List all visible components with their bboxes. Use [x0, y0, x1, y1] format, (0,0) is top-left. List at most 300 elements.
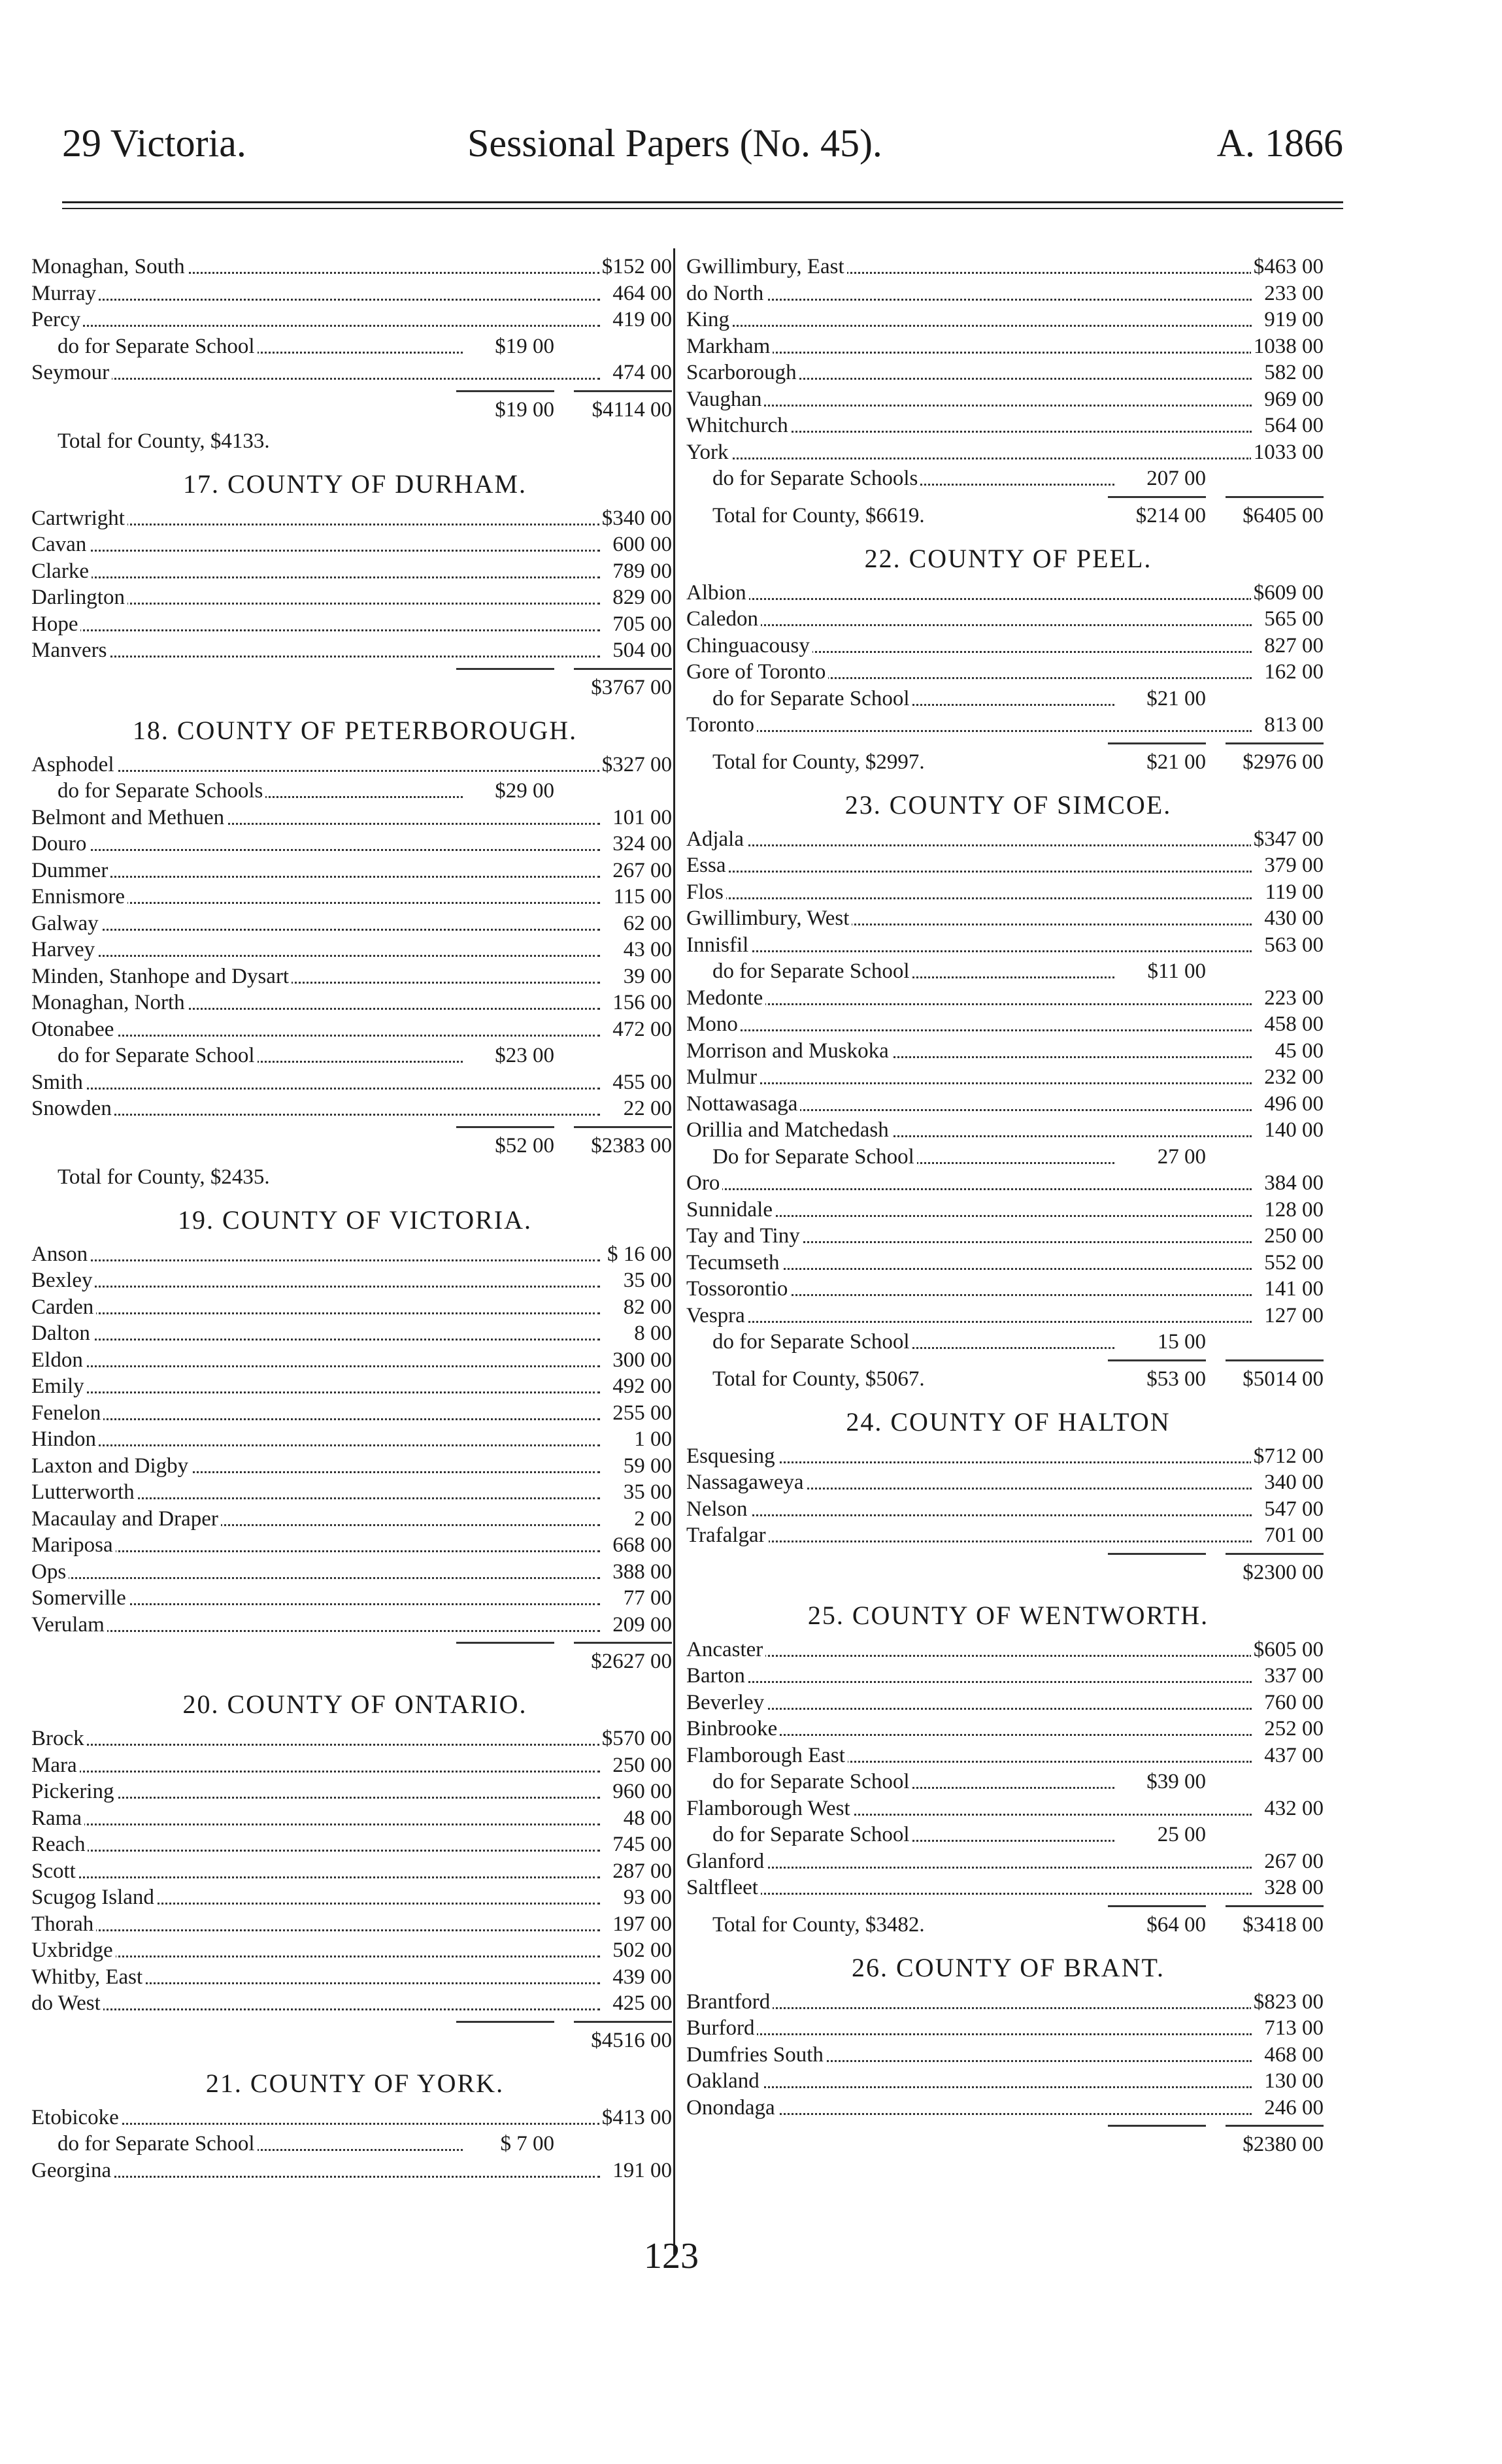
separate-amount: $19 00: [492, 333, 554, 360]
sum-rule-separate: [1108, 1359, 1206, 1361]
list-item: [686, 1303, 1330, 1329]
amount: 39 00: [621, 963, 672, 990]
township-name: Flamborough West: [686, 1795, 853, 1822]
separate-total: $64 00: [1146, 1912, 1206, 1937]
township-name: Trafalgar: [686, 1522, 769, 1549]
township-name: Monaghan, North: [31, 990, 188, 1016]
dot-leader: [686, 458, 1252, 459]
county-heading: 22. COUNTY OF PEEL.: [864, 543, 1152, 573]
county-total-label: Total for County, $6619.: [712, 503, 925, 527]
county-heading: 23. COUNTY OF SIMCOE.: [844, 790, 1172, 820]
dot-leader: [686, 325, 1252, 327]
township-name: do for Separate School: [712, 686, 912, 712]
sum-rule-total: [574, 2021, 672, 2023]
public-total: $2300 00: [1243, 1560, 1324, 1584]
township-name: Eldon: [31, 1347, 86, 1374]
list-item: [31, 884, 678, 910]
amount: 474 00: [610, 359, 672, 386]
township-name: Tecumseth: [686, 1250, 782, 1276]
dot-leader: [686, 1029, 1252, 1031]
amount: 127 00: [1261, 1303, 1324, 1329]
dot-leader: [31, 629, 600, 631]
list-item: [31, 1400, 678, 1427]
amount: 130 00: [1261, 2068, 1324, 2095]
list-item: [31, 1778, 678, 1805]
dot-leader: [31, 1850, 600, 1852]
dot-leader: [31, 576, 600, 578]
amount: $823 00: [1251, 1989, 1324, 2016]
township-name: Laxton and Digby: [31, 1453, 191, 1480]
amount: $327 00: [599, 752, 672, 778]
list-item: [31, 1559, 678, 1586]
amount: 1038 00: [1251, 333, 1324, 360]
public-total: $2976 00: [1243, 750, 1324, 774]
township-name: do for Separate School: [58, 1042, 258, 1069]
amount: 492 00: [610, 1373, 672, 1400]
township-name: Morrison and Muskoka: [686, 1038, 892, 1065]
list-item: [31, 1426, 678, 1453]
dot-leader: [686, 1003, 1252, 1005]
header-title: Sessional Papers (No. 45).: [467, 122, 882, 165]
dot-leader: [31, 2008, 600, 2010]
list-item: [686, 1496, 1330, 1523]
sum-rule: [686, 1549, 1330, 1557]
township-name: Uxbridge: [31, 1937, 116, 1964]
totals-row: [31, 1161, 678, 1193]
list-item: [31, 505, 678, 532]
township-name: Belmont and Methuen: [31, 805, 227, 831]
dot-leader: [686, 1082, 1252, 1084]
totals-row: [686, 746, 1330, 778]
dot-leader: [686, 1655, 1252, 1657]
amount: 565 00: [1261, 606, 1324, 633]
township-name: Do for Separate School: [712, 1144, 917, 1171]
list-item: [686, 1989, 1330, 2016]
list-item: [31, 1347, 678, 1374]
dot-leader: [31, 1339, 600, 1340]
list-item: [686, 1848, 1330, 1875]
township-name: Dumfries South: [686, 2042, 826, 2069]
sum-rule-separate: [1108, 2125, 1206, 2127]
dot-leader: [31, 1929, 600, 1931]
amount: 267 00: [610, 857, 672, 884]
dot-leader: [31, 849, 600, 851]
column-divider: [673, 248, 675, 2255]
list-item: [31, 1373, 678, 1400]
township-name: Nottawasaga: [686, 1091, 800, 1118]
dot-leader: [31, 1744, 600, 1746]
amount: 101 00: [610, 805, 672, 831]
township-name: Gore of Toronto: [686, 659, 828, 686]
county-heading: 18. COUNTY OF PETERBOROUGH.: [132, 715, 578, 745]
county-total-label: Total for County, $2435.: [58, 1165, 270, 1189]
township-name: Seymour: [31, 359, 112, 386]
totals-row: [686, 500, 1330, 531]
list-item: [686, 1716, 1330, 1742]
list-item: [31, 1911, 678, 1938]
amount: 246 00: [1261, 2095, 1324, 2122]
township-name: Ancaster: [686, 1637, 765, 1663]
township-name: Chinguacousy: [686, 633, 812, 659]
township-name: Whitby, East: [31, 1964, 145, 1991]
totals-row: [686, 2129, 1330, 2160]
amount: 464 00: [610, 280, 672, 307]
amount: 425 00: [610, 1990, 672, 2017]
dot-leader: [31, 1286, 600, 1288]
township-name: York: [686, 439, 731, 466]
list-item: [31, 857, 678, 884]
list-item: [686, 659, 1330, 686]
amount: 829 00: [610, 584, 672, 611]
township-name: Barton: [686, 1663, 748, 1690]
sum-rule-total: [1226, 1553, 1324, 1555]
list-item: [31, 963, 678, 990]
township-name: Anson: [31, 1241, 90, 1268]
township-name: Mono: [686, 1011, 741, 1038]
township-name: Cavan: [31, 531, 89, 558]
separate-total: $19 00: [495, 397, 554, 422]
amount: 233 00: [1261, 280, 1324, 307]
dot-leader: [686, 405, 1252, 407]
dot-leader: [686, 1681, 1252, 1683]
separate-total: $214 00: [1135, 503, 1206, 527]
township-name: Smith: [31, 1069, 86, 1096]
dot-leader: [31, 378, 600, 380]
list-item: [686, 712, 1330, 739]
township-name: Gwillimbury, East: [686, 254, 847, 280]
public-total: $3418 00: [1243, 1912, 1324, 1937]
township-name: Darlington: [31, 584, 127, 611]
separate-school-item: [686, 686, 1330, 712]
township-name: Mara: [31, 1752, 80, 1779]
dot-leader: [31, 1876, 600, 1878]
dot-leader: [31, 1823, 600, 1825]
dot-leader: [31, 770, 600, 772]
dot-leader: [31, 1391, 600, 1393]
dot-leader: [31, 876, 600, 878]
dot-leader: [686, 2033, 1252, 2035]
list-item: [686, 932, 1330, 959]
totals-row: [686, 1909, 1330, 1940]
list-item: [686, 412, 1330, 439]
amount: 250 00: [1261, 1223, 1324, 1250]
sum-rule-total: [574, 1642, 672, 1644]
dot-leader: [31, 550, 600, 552]
sum-rule-separate: [1108, 1905, 1206, 1907]
list-item: [686, 2095, 1330, 2122]
township-name: Mariposa: [31, 1532, 116, 1559]
list-item: [31, 280, 678, 307]
sum-rule: [31, 1638, 678, 1646]
amount: 701 00: [1261, 1522, 1324, 1549]
township-name: Vespra: [686, 1303, 748, 1329]
sum-rule-separate: [456, 1126, 554, 1128]
dot-leader: [31, 929, 600, 931]
sum-rule: [686, 739, 1330, 746]
amount: 141 00: [1261, 1276, 1324, 1303]
list-item: [686, 905, 1330, 932]
township-name: King: [686, 307, 732, 333]
list-item: [31, 1858, 678, 1885]
sum-rule-total: [574, 390, 672, 392]
separate-school-item: [31, 1042, 678, 1069]
amount: $ 16 00: [605, 1241, 672, 1268]
township-name: Nelson: [686, 1496, 750, 1523]
amount: 388 00: [610, 1559, 672, 1586]
township-name: Tossorontio: [686, 1276, 790, 1303]
sum-rule-separate: [456, 390, 554, 392]
list-item: [31, 1069, 678, 1096]
amount: 77 00: [621, 1585, 672, 1612]
public-total: $4516 00: [591, 2028, 672, 2052]
separate-school-item: [31, 333, 678, 360]
public-total: $2380 00: [1243, 2133, 1324, 2156]
dot-leader: [31, 1797, 600, 1799]
township-name: do for Separate Schools: [712, 465, 920, 492]
township-name: do for Separate School: [712, 958, 912, 985]
sum-rule-total: [1226, 742, 1324, 744]
township-name: Thorah: [31, 1911, 96, 1938]
right-column: [686, 254, 1330, 2160]
amount: $570 00: [599, 1725, 672, 1752]
township-name: Whitchurch: [686, 412, 791, 439]
dot-leader: [31, 1550, 600, 1552]
township-name: Dalton: [31, 1320, 93, 1347]
list-item: [686, 280, 1330, 307]
amount: 340 00: [1261, 1469, 1324, 1496]
township-name: do for Separate School: [58, 2131, 258, 2157]
list-item: [686, 879, 1330, 906]
amount: $712 00: [1251, 1443, 1324, 1470]
sum-rule: [686, 1901, 1330, 1909]
amount: 384 00: [1261, 1170, 1324, 1197]
sum-rule-total: [1226, 1359, 1324, 1361]
township-name: Murray: [31, 280, 99, 307]
township-name: do for Separate School: [712, 1822, 912, 1848]
separate-school-item: [686, 1329, 1330, 1356]
separate-amount: 25 00: [1155, 1822, 1206, 1848]
amount: 324 00: [610, 831, 672, 857]
list-item: [31, 359, 678, 386]
sum-rule: [686, 2121, 1330, 2129]
amount: 705 00: [610, 611, 672, 638]
dot-leader: [31, 299, 600, 301]
dot-leader: [31, 325, 600, 327]
amount: 328 00: [1261, 1874, 1324, 1901]
separate-amount: $21 00: [1144, 686, 1206, 712]
township-name: Tay and Tiny: [686, 1223, 803, 1250]
amount: 59 00: [621, 1453, 672, 1480]
page-header: [62, 121, 1343, 180]
amount: 437 00: [1261, 1742, 1324, 1769]
list-item: [686, 1795, 1330, 1822]
township-name: Binbrooke: [686, 1716, 780, 1742]
township-name: Cartwright: [31, 505, 127, 532]
amount: 582 00: [1261, 359, 1324, 386]
dot-leader: [686, 871, 1252, 873]
list-item: [686, 1469, 1330, 1496]
list-item: [31, 1532, 678, 1559]
list-item: [686, 1637, 1330, 1663]
township-name: Asphodel: [31, 752, 117, 778]
township-name: Rama: [31, 1805, 84, 1832]
amount: 191 00: [610, 2157, 672, 2184]
list-item: [686, 826, 1330, 853]
township-name: Sunnidale: [686, 1197, 775, 1224]
county-heading: 24. COUNTY OF HALTON: [846, 1407, 1171, 1437]
amount: 35 00: [621, 1267, 672, 1294]
amount: 43 00: [621, 937, 672, 963]
list-item: [31, 752, 678, 778]
public-total: $2383 00: [591, 1133, 672, 1157]
amount: $609 00: [1251, 580, 1324, 607]
amount: 252 00: [1261, 1716, 1324, 1742]
township-name: Toronto: [686, 712, 757, 739]
township-name: Esquesing: [686, 1443, 778, 1470]
list-item: [31, 990, 678, 1016]
amount: 969 00: [1261, 386, 1324, 413]
list-item: [31, 1320, 678, 1347]
township-name: Carden: [31, 1294, 96, 1321]
county-heading: 26. COUNTY OF BRANT.: [852, 1952, 1165, 1982]
amount: 960 00: [610, 1778, 672, 1805]
amount: 455 00: [610, 1069, 672, 1096]
township-name: Scugog Island: [31, 1884, 157, 1911]
township-name: Onondaga: [686, 2095, 778, 2122]
amount: 140 00: [1261, 1117, 1324, 1144]
list-item: [31, 910, 678, 937]
list-item: [686, 580, 1330, 607]
township-name: Lutterworth: [31, 1479, 137, 1506]
sum-rule-separate: [1108, 742, 1206, 744]
township-name: Etobicoke: [31, 2105, 122, 2131]
amount: 209 00: [610, 1612, 672, 1639]
amount: $347 00: [1251, 826, 1324, 853]
sum-rule-separate: [1108, 1553, 1206, 1555]
township-name: Innisfil: [686, 932, 751, 959]
amount: 468 00: [1261, 2042, 1324, 2069]
list-item: [686, 1117, 1330, 1144]
county-heading: 17. COUNTY OF DURHAM.: [182, 469, 527, 499]
separate-total: $53 00: [1146, 1367, 1206, 1391]
sum-rule-total: [574, 1126, 672, 1128]
separate-amount: $29 00: [492, 778, 554, 805]
list-item: [686, 852, 1330, 879]
amount: 827 00: [1261, 633, 1324, 659]
amount: 600 00: [610, 531, 672, 558]
township-name: Saltfleet: [686, 1874, 761, 1901]
list-item: [686, 333, 1330, 360]
county-total-label: Total for County, $3482.: [712, 1912, 925, 1937]
amount: 789 00: [610, 558, 672, 585]
township-name: Caledon: [686, 606, 761, 633]
township-name: Somerville: [31, 1585, 129, 1612]
list-item: [686, 1223, 1330, 1250]
township-name: Markham: [686, 333, 773, 360]
list-item: [686, 2042, 1330, 2069]
list-item: [686, 2015, 1330, 2042]
separate-amount: $11 00: [1144, 958, 1206, 985]
dot-leader: [31, 1035, 600, 1037]
dot-leader: [686, 598, 1252, 600]
amount: 813 00: [1261, 712, 1324, 739]
separate-amount: $23 00: [492, 1042, 554, 1069]
township-name: Brantford: [686, 1989, 773, 2016]
township-name: Scott: [31, 1858, 78, 1885]
dot-leader: [31, 955, 600, 957]
dot-leader: [686, 299, 1252, 301]
list-item: [686, 307, 1330, 333]
list-item: [686, 1170, 1330, 1197]
dot-leader: [31, 1630, 600, 1632]
amount: 552 00: [1261, 1250, 1324, 1276]
separate-school-item: [686, 1822, 1330, 1848]
amount: 223 00: [1261, 985, 1324, 1012]
list-item: [686, 1742, 1330, 1769]
amount: 300 00: [610, 1347, 672, 1374]
dot-leader: [686, 730, 1252, 732]
amount: $413 00: [599, 2105, 672, 2131]
amount: 82 00: [621, 1294, 672, 1321]
separate-amount: 27 00: [1155, 1144, 1206, 1171]
public-total: $3767 00: [591, 675, 672, 699]
list-item: [686, 606, 1330, 633]
totals-row: [31, 1646, 678, 1677]
separate-school-item: [31, 778, 678, 805]
list-item: [686, 1690, 1330, 1716]
township-name: do North: [686, 280, 766, 307]
list-item: [31, 1241, 678, 1268]
list-item: [31, 1095, 678, 1122]
list-item: [31, 1267, 678, 1294]
list-item: [686, 1250, 1330, 1276]
sum-rule-total: [1226, 2125, 1324, 2127]
county-heading: 25. COUNTY OF WENTWORTH.: [807, 1600, 1209, 1630]
dot-leader: [686, 2086, 1252, 2088]
list-item: [31, 1294, 678, 1321]
list-item: [31, 531, 678, 558]
township-name: Georgina: [31, 2157, 114, 2184]
list-item: [31, 1990, 678, 2017]
separate-total: $52 00: [495, 1133, 554, 1157]
township-name: Flos: [686, 879, 726, 906]
public-total: $5014 00: [1243, 1367, 1324, 1391]
header-session: 29 Victoria.: [62, 122, 246, 165]
list-item: [686, 1663, 1330, 1690]
amount: 563 00: [1261, 932, 1324, 959]
township-name: Douro: [31, 831, 89, 857]
township-name: Galway: [31, 910, 101, 937]
list-item: [686, 1038, 1330, 1065]
list-item: [686, 439, 1330, 466]
sum-rule: [31, 1122, 678, 1130]
amount: 419 00: [610, 307, 672, 333]
amount: 250 00: [610, 1752, 672, 1779]
list-item: [31, 831, 678, 857]
list-item: [31, 558, 678, 585]
amount: 22 00: [621, 1095, 672, 1122]
county-heading: 20. COUNTY OF ONTARIO.: [182, 1690, 527, 1719]
township-name: Ennismore: [31, 884, 127, 910]
amount: 379 00: [1261, 852, 1324, 879]
township-name: Emily: [31, 1373, 87, 1400]
township-name: Hope: [31, 611, 80, 638]
list-item: [31, 1805, 678, 1832]
dot-leader: [686, 1321, 1252, 1323]
amount: $605 00: [1251, 1637, 1324, 1663]
amount: 93 00: [621, 1884, 672, 1911]
county-total-label: Total for County, $5067.: [712, 1367, 925, 1391]
